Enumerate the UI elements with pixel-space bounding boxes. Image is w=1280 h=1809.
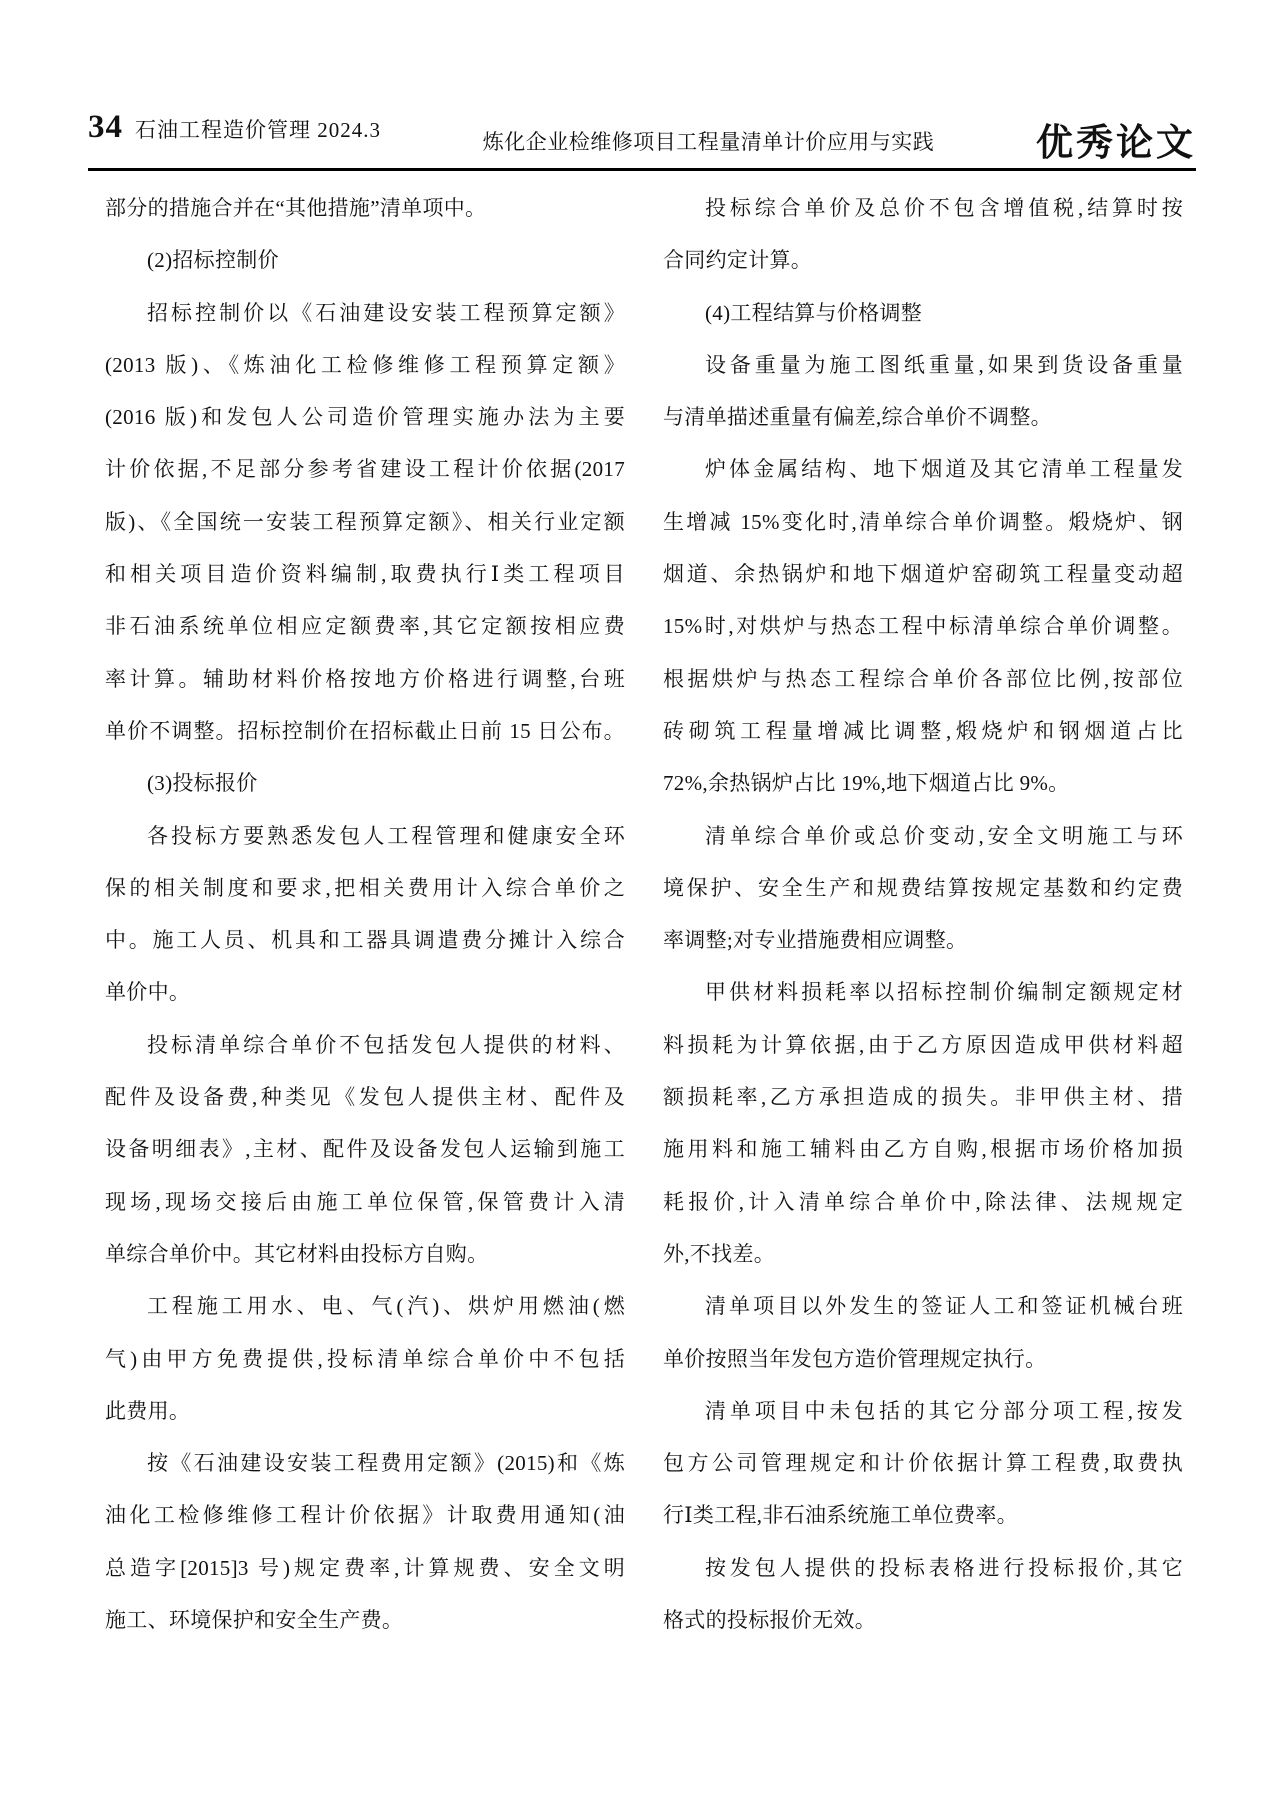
text-line: 投标综合单价及总价不包含增值税,结算时按 [705,196,1183,220]
text-line: 设备重量为施工图纸重量,如果到货设备重量 [705,352,1183,377]
text-line: 计价依据,不足部分参考省建设工程计价依据(2017 [105,457,625,482]
text-line: 单综合单价中。其它材料由投标方自购。 [105,1241,489,1266]
text-line: 版)、《全国统一安装工程预算定额》、相关行业定额 [105,509,625,534]
text-line: 设备明细表》,主材、配件及设备发包人运输到施工 [105,1137,625,1162]
text-line: 额损耗率,乙方承担造成的损失。非甲供主材、措 [663,1085,1183,1110]
text-line: 砖砌筑工程量增减比调整,煅烧炉和钢烟道占比 [663,718,1183,743]
text-line: 与清单描述重量有偏差,综合单价不调整。 [663,405,1052,430]
section-heading: (2)招标控制价 [147,248,279,273]
text-line: 清单项目以外发生的签证人工和签证机械台班 [705,1294,1183,1319]
text-line: 各投标方要熟悉发包人工程管理和健康安全环 [147,823,625,848]
text-line: 包方公司管理规定和计价依据计算工程费,取费执 [663,1451,1183,1476]
text-line: 非石油系统单位相应定额费率,其它定额按相应费 [105,614,625,639]
text-line: 工程施工用水、电、气(汽)、烘炉用燃油(燃 [147,1294,625,1319]
running-title: 炼化企业检维修项目工程量清单计价应用与实践 [482,130,935,154]
text-line: 现场,现场交接后由施工单位保管,保管费计入清 [105,1189,625,1214]
text-line: 配件及设备费,种类见《发包人提供主材、配件及 [105,1085,625,1110]
text-line: 甲供材料损耗率以招标控制价编制定额规定材 [705,980,1183,1005]
text-line: 生增减 15%变化时,清单综合单价调整。煅烧炉、钢 [663,509,1183,534]
text-line: 合同约定计算。 [663,248,813,273]
text-line: 率计算。辅助材料价格按地方价格进行调整,台班 [105,666,625,691]
text-line: 根据烘炉与热态工程综合单价各部位比例,按部位 [663,666,1183,691]
text-line: 行Ⅰ类工程,非石油系统施工单位费率。 [663,1503,1018,1528]
text-line: 耗报价,计入清单综合单价中,除法律、法规规定 [663,1189,1183,1214]
text-line: 单价中。 [105,980,191,1005]
header-left-group [88,109,381,146]
text-line: 气)由甲方免费提供,投标清单综合单价中不包括 [105,1346,625,1371]
page-header [88,100,1196,171]
text-line: 外,不找差。 [663,1241,776,1266]
text-line: 烟道、余热锅炉和地下烟道炉窑砌筑工程量变动超 [663,562,1183,587]
text-line: (2016 版)和发包人公司造价管理实施办法为主要 [105,405,625,430]
text-line: 总造字[2015]3 号)规定费率,计算规费、安全文明 [105,1555,625,1580]
text-line: 格式的投标报价无效。 [663,1608,876,1633]
text-line: 油化工检修维修工程计价依据》计取费用通知(油 [105,1503,625,1528]
text-line: 按发包人提供的投标表格进行投标报价,其它 [705,1555,1183,1580]
text-line: 率调整;对专业措施费相应调整。 [663,928,968,953]
text-line: 单价按照当年发包方造价管理规定执行。 [663,1346,1047,1371]
text-line: 清单项目中未包括的其它分部分项工程,按发 [705,1398,1183,1423]
text-line: 单价不调整。招标控制价在招标截止日前 15 日公布。 [105,718,625,743]
text-line: 清单综合单价或总价变动,安全文明施工与环 [705,823,1183,848]
right-column [663,182,1183,1646]
section-heading: (3)投标报价 [147,771,258,796]
text-line: 投标清单综合单价不包括发包人提供的材料、 [147,1032,625,1057]
text-line: 和相关项目造价资料编制,取费执行Ⅰ类工程项目 [105,562,625,587]
text-line: 此费用。 [105,1398,191,1423]
text-line: 料损耗为计算依据,由于乙方原因造成甲供材料超 [663,1032,1183,1057]
text-line: 炉体金属结构、地下烟道及其它清单工程量发 [705,457,1183,482]
text-line: 施工、环境保护和安全生产费。 [105,1608,404,1633]
page-number: 34 [88,109,123,145]
text-line: (2013 版)、《炼油化工检修维修工程预算定额》 [105,352,625,377]
text-line: 部分的措施合并在“其他措施”清单项中。 [105,196,487,220]
text-line: 15%时,对烘炉与热态工程中标清单综合单价调整。 [663,614,1183,639]
journal-title: 石油工程造价管理 2024.3 [135,118,381,142]
text-line: 中。施工人员、机具和工器具调遣费分摊计入综合 [105,928,625,953]
left-column [105,182,625,1646]
text-line: 施用料和施工辅料由乙方自购,根据市场价格加损 [663,1137,1183,1162]
text-line: 保的相关制度和要求,把相关费用计入综合单价之 [105,875,625,900]
text-line: 72%,余热锅炉占比 19%,地下烟道占比 9%。 [663,771,1070,796]
text-line: 招标控制价以《石油建设安装工程预算定额》 [147,300,625,325]
text-line: 按《石油建设安装工程费用定额》(2015)和《炼 [147,1451,625,1476]
text-line: 境保护、安全生产和规费结算按规定基数和约定费 [663,875,1183,900]
badge-excellent-paper: 优秀论文 [1036,122,1196,163]
section-heading: (4)工程结算与价格调整 [705,300,923,325]
